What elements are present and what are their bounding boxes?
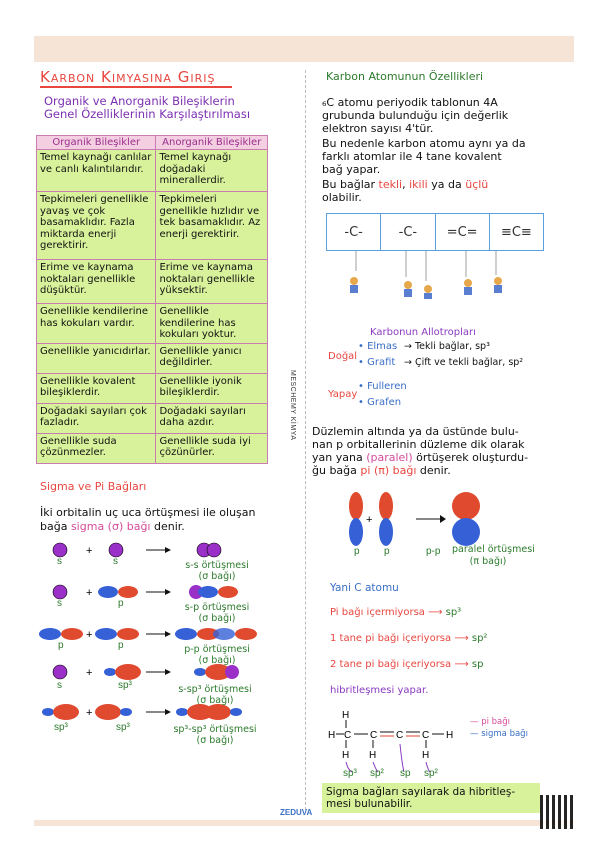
column-divider bbox=[305, 70, 306, 810]
sigma-pi-title: Sigma ve Pi Bağları bbox=[40, 480, 147, 493]
svg-text:+: + bbox=[86, 667, 93, 679]
table-header-inorganic: Anorganik Bileşikler bbox=[156, 136, 268, 150]
p-label: p bbox=[384, 546, 390, 557]
page-title: Karbon Kimyasına Giriş bbox=[40, 68, 216, 86]
svg-text:C: C bbox=[344, 730, 352, 741]
mol-hyb-label: sp² bbox=[424, 768, 438, 779]
single-bond-term: tekli bbox=[378, 178, 403, 191]
mol-hyb-label: sp² bbox=[370, 768, 384, 779]
overlap-result: sp³-sp³ örtüşmesi bbox=[173, 724, 257, 735]
orbital-label: sp³ bbox=[118, 680, 132, 691]
text-line bbox=[312, 451, 528, 464]
overlap-note: (σ bağı) bbox=[198, 571, 236, 582]
table-cell: Genellikle yanıcı değildirler. bbox=[156, 343, 268, 373]
svg-text:H: H bbox=[422, 750, 430, 761]
overlap-result: p-p örtüşmesi bbox=[184, 644, 250, 655]
text-line: olabilir. bbox=[322, 191, 362, 204]
text-line: elektron sayısı 4'tür. bbox=[322, 122, 434, 135]
svg-text:+: + bbox=[86, 707, 93, 719]
bond-box: ≡C≡ bbox=[500, 224, 532, 240]
bond-box: -C- bbox=[327, 214, 381, 250]
orbital-label: sp³ bbox=[54, 722, 68, 733]
table-cell: Genellikle kendilerine has kokuları vardır. bbox=[37, 304, 156, 344]
text-span: denir. bbox=[419, 464, 451, 477]
orbital-label: s bbox=[57, 598, 62, 609]
graphite-label: • Grafit bbox=[358, 357, 396, 368]
text-line: nan p orbitallerinin düzleme dik olarak bbox=[312, 438, 525, 451]
hyb-row-2: 1 tane pi bağı içeriyorsa ⟶ sp² bbox=[330, 633, 488, 644]
svg-text:+: + bbox=[366, 514, 373, 526]
svg-text:H: H bbox=[328, 730, 336, 741]
bond-box: -C- bbox=[381, 214, 435, 250]
orbital-label: s bbox=[57, 556, 62, 567]
hybridization-text: hibritleşmesi yapar. bbox=[330, 685, 429, 696]
sigma-bond-term: sigma (σ) bağı bbox=[70, 520, 151, 533]
carbon-paragraph-1 bbox=[322, 96, 508, 135]
hyb-result: sp³ bbox=[445, 607, 462, 618]
text-span: yan yana bbox=[312, 451, 363, 464]
text-line: Sigma bağları sayılarak da hibritleş- bbox=[326, 786, 516, 798]
hyb-condition: Pi bağı içermiyorsa bbox=[330, 607, 425, 618]
table-cell: Genellikle kendilerine has kokuları yoktur. bbox=[156, 304, 268, 344]
carbon-paragraph-2 bbox=[322, 137, 526, 176]
text-line: grubunda bulunduğu için değerlik bbox=[322, 109, 509, 122]
diamond-label: • Elmas bbox=[358, 341, 398, 352]
sigma-text-1: İki orbitalin uç uca örtüşmesi ile oluşan bbox=[40, 506, 256, 519]
bottom-banner bbox=[34, 820, 574, 826]
mol-hyb-label: sp bbox=[400, 768, 411, 779]
table-cell: Genellikle suda çözünmezler. bbox=[37, 433, 156, 463]
table-cell: Doğadaki sayıları daha azdır. bbox=[156, 403, 268, 433]
table-cell: Temel kaynağı doğadaki minerallerdir. bbox=[156, 150, 268, 192]
text-span: ya da bbox=[431, 178, 462, 191]
legend-sigma: — sigma bağı bbox=[470, 729, 528, 739]
side-label: MESCHEMY KİMYA bbox=[289, 370, 296, 441]
sigma-text-2 bbox=[40, 520, 185, 533]
text-span: ğu bağa bbox=[312, 464, 357, 477]
text-line bbox=[312, 464, 528, 477]
table-cell: Temel kaynağı canlılar ve canlı kalıntılarıdır. bbox=[37, 150, 156, 192]
mol-hyb-label: sp³ bbox=[343, 768, 357, 779]
sigma-text-c: denir. bbox=[154, 520, 185, 533]
text-span: örtüşerek oluşturdu- bbox=[416, 451, 529, 464]
triple-bond-term: üçlü bbox=[465, 178, 489, 191]
overlap-note: (σ bağı) bbox=[198, 613, 236, 624]
pp-label: p-p bbox=[426, 546, 441, 557]
hyb-row-1: Pi bağı içermiyorsa ⟶ sp³ bbox=[330, 607, 462, 618]
right-section-title: Karbon Atomunun Özellikleri bbox=[326, 70, 484, 83]
graphene-text: Grafen bbox=[367, 397, 402, 408]
zeduva-logo: ZEDUVA bbox=[280, 808, 313, 817]
hyb-condition: 1 tane pi bağı içeriyorsa bbox=[330, 633, 452, 644]
text-line: ₆C atomu periyodik tablonun 4A bbox=[322, 96, 498, 109]
overlap-result: s-sp³ örtüşmesi bbox=[178, 684, 252, 695]
sigma-text-a: bağa bbox=[40, 520, 68, 533]
diamond-text: Elmas bbox=[367, 341, 398, 352]
parallel-term: (paralel) bbox=[366, 451, 413, 464]
orbital-label: sp³ bbox=[116, 722, 130, 733]
table-cell: Erime ve kaynama noktaları genellikle düşüktür. bbox=[37, 260, 156, 304]
orbital-label: p bbox=[118, 640, 124, 651]
diamond-desc: → Tekli bağlar, sp³ bbox=[404, 341, 490, 352]
text-line: Bu nedenle karbon atomu aynı ya da bbox=[322, 137, 526, 150]
molecule-diagram bbox=[326, 704, 486, 774]
bond-box: =C= bbox=[436, 214, 490, 250]
hyb-result: sp bbox=[471, 659, 484, 670]
table-cell: Tepkimeleri genellikle yavaş ve çok basamaklıdır. Fazla miktarda enerji gerektirir. bbox=[37, 192, 156, 260]
carbon-paragraph-3: Bu bağlar tekli, ikili ya da üçlü olabilir. bbox=[322, 178, 489, 204]
text-line: farklı atomlar ile 4 tane kovalent bbox=[322, 150, 502, 163]
table-cell: Genellikle yanıcıdırlar. bbox=[37, 343, 156, 373]
pi-overlap-diagram bbox=[336, 490, 496, 550]
table-header-organic: Organik Bileşikler bbox=[37, 136, 156, 150]
fullerene-label: • Fulleren bbox=[358, 381, 407, 392]
table-cell: Genellikle iyonik bileşiklerdir. bbox=[156, 373, 268, 403]
natural-label: Doğal bbox=[328, 351, 358, 362]
p-label: p bbox=[354, 546, 360, 557]
table-cell: Erime ve kaynama noktaları genellikle yüksektir. bbox=[156, 260, 268, 304]
table-cell: Genellikle suda iyi çözünürler. bbox=[156, 433, 268, 463]
svg-text:+: + bbox=[86, 545, 93, 557]
table-cell: Genellikle kovalent bileşiklerdir. bbox=[37, 373, 156, 403]
subtitle-line-1: Organik ve Anorganik Bileşiklerin bbox=[44, 94, 235, 108]
hyb-row-3: 2 tane pi bağı içeriyorsa ⟶ sp bbox=[330, 659, 484, 670]
pi-bond-term: pi (π) bağı bbox=[360, 464, 417, 477]
text-line: mesi bulunabilir. bbox=[326, 798, 413, 810]
graphite-desc: → Çift ve tekli bağlar, sp² bbox=[404, 357, 524, 368]
graphite-text: Grafit bbox=[367, 357, 396, 368]
overlap-note: (σ bağı) bbox=[198, 655, 236, 666]
allotrope-title: Karbonun Allotropları bbox=[370, 327, 476, 338]
svg-text:+: + bbox=[86, 629, 93, 641]
svg-text:H: H bbox=[369, 750, 377, 761]
legend-pi: — pi bağı bbox=[470, 717, 511, 727]
text-span: Bu bağlar bbox=[322, 178, 376, 191]
overlap-result: s-p örtüşmesi bbox=[184, 602, 250, 613]
title-underline bbox=[40, 86, 232, 88]
summary-text bbox=[326, 786, 515, 810]
hyb-condition: 2 tane pi bağı içeriyorsa bbox=[330, 659, 452, 670]
comparison-table bbox=[36, 135, 268, 464]
orbital-label: s bbox=[113, 556, 118, 567]
double-bond-term: ikili bbox=[409, 178, 428, 191]
yani-text: Yani C atomu bbox=[330, 582, 399, 594]
pi-note: (π bağı) bbox=[469, 556, 507, 567]
text-line: Düzlemin altında ya da üstünde bulu- bbox=[312, 425, 519, 438]
top-banner bbox=[34, 36, 574, 62]
svg-text:+: + bbox=[86, 587, 93, 599]
pi-paragraph bbox=[312, 425, 528, 477]
table-cell: Tepkimeleri genellikle hızlıdır ve tek basamaklıdır. Az enerji gerektirir. bbox=[156, 192, 268, 260]
fullerene-text: Fulleren bbox=[367, 381, 407, 392]
artificial-label: Yapay bbox=[328, 389, 358, 400]
svg-text:H: H bbox=[446, 730, 454, 741]
overlap-note: (σ bağı) bbox=[196, 735, 234, 746]
bond-type-boxes bbox=[326, 213, 544, 251]
text-line: bağ yapar. bbox=[322, 163, 381, 176]
hanging-figures-illustration bbox=[326, 251, 544, 299]
qr-code bbox=[540, 795, 574, 829]
svg-text:C: C bbox=[396, 730, 404, 741]
overlap-result: s-s örtüşmesi bbox=[185, 560, 249, 571]
svg-text:C: C bbox=[422, 730, 430, 741]
orbital-label: p bbox=[118, 598, 124, 609]
table-cell: Doğadaki sayıları çok fazladır. bbox=[37, 403, 156, 433]
overlap-note: (σ bağı) bbox=[196, 695, 234, 706]
parallel-overlap-label: paralel örtüşmesi bbox=[452, 544, 535, 555]
svg-text:C: C bbox=[370, 730, 378, 741]
graphite-desc-text: Çift ve tekli bağlar, sp² bbox=[414, 357, 524, 368]
graphene-label: • Grafen bbox=[358, 397, 402, 408]
hyb-result: sp² bbox=[471, 633, 488, 644]
svg-text:H: H bbox=[342, 750, 350, 761]
svg-text:H: H bbox=[342, 710, 350, 721]
subtitle-line-2: Genel Özelliklerinin Karşılaştırılması bbox=[44, 107, 251, 121]
orbital-label: s bbox=[57, 680, 62, 691]
orbital-label: p bbox=[58, 640, 64, 651]
diamond-desc-text: Tekli bağlar, sp³ bbox=[414, 341, 490, 352]
